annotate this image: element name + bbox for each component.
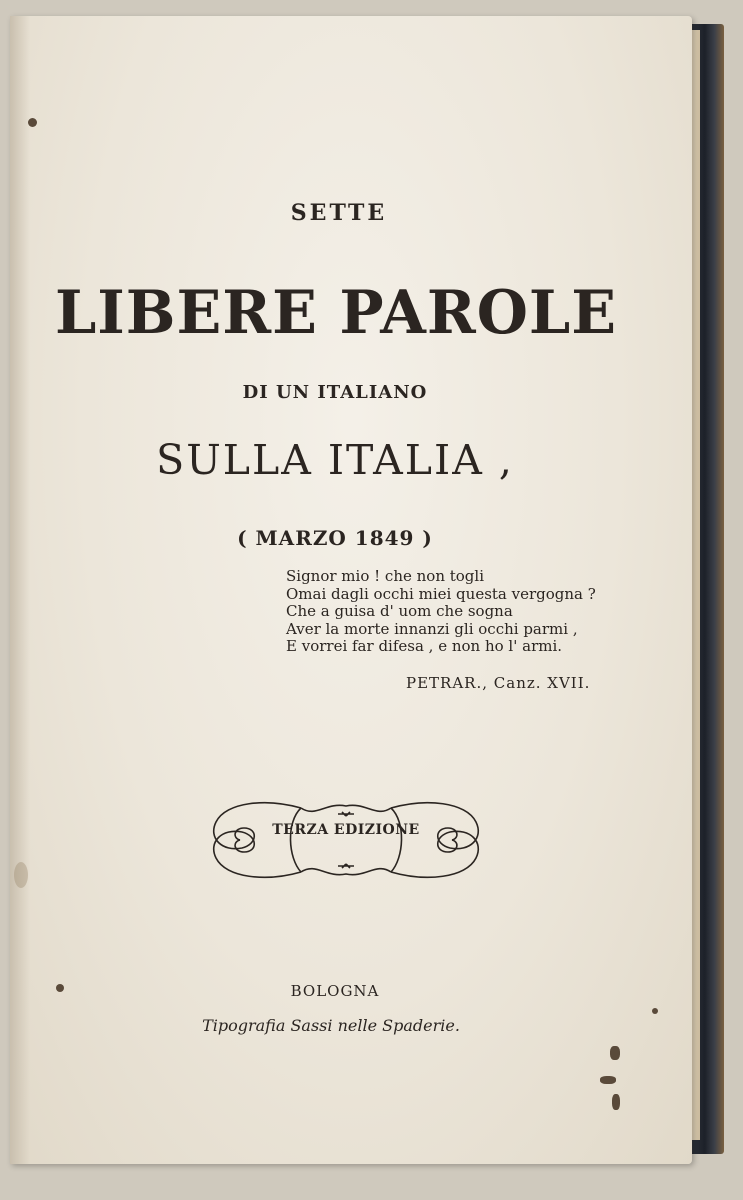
epigraph-line: Omai dagli occhi miei questa vergogna ? bbox=[286, 584, 596, 603]
wormhole bbox=[610, 1046, 620, 1060]
title-page bbox=[10, 16, 692, 1164]
epigraph-line: Signor mio ! che non togli bbox=[286, 567, 485, 585]
imprint-city: BOLOGNA bbox=[290, 982, 380, 1000]
imprint-printer: Tipografia Sassi nelle Spaderie. bbox=[202, 1016, 460, 1035]
wormhole bbox=[56, 984, 64, 992]
epigraph-attribution: PETRAR., Canz. XVII. bbox=[406, 674, 591, 692]
ornamental-frame bbox=[206, 792, 486, 888]
title-line-sulla-italia: SULLA ITALIA , bbox=[156, 436, 514, 484]
wormhole bbox=[612, 1094, 620, 1110]
title-line-sette: SETTE bbox=[290, 200, 388, 226]
epigraph-line: Aver la morte innanzi gli occhi parmi , bbox=[286, 619, 578, 638]
wormhole bbox=[28, 118, 37, 127]
epigraph bbox=[286, 568, 626, 656]
epigraph-line: Che a guisa d' uom che sogna bbox=[286, 602, 513, 620]
edition-label: TERZA EDIZIONE bbox=[272, 822, 420, 838]
wormhole bbox=[652, 1008, 658, 1014]
title-line-libere-parole: LIBERE PAROLE bbox=[54, 278, 618, 348]
stain bbox=[14, 862, 28, 888]
title-date: ( MARZO 1849 ) bbox=[237, 526, 433, 550]
epigraph-line: E vorrei far difesa , e non ho l' armi. bbox=[286, 637, 563, 655]
wormhole bbox=[600, 1076, 616, 1084]
title-line-di-un-italiano: DI UN ITALIANO bbox=[242, 382, 428, 403]
